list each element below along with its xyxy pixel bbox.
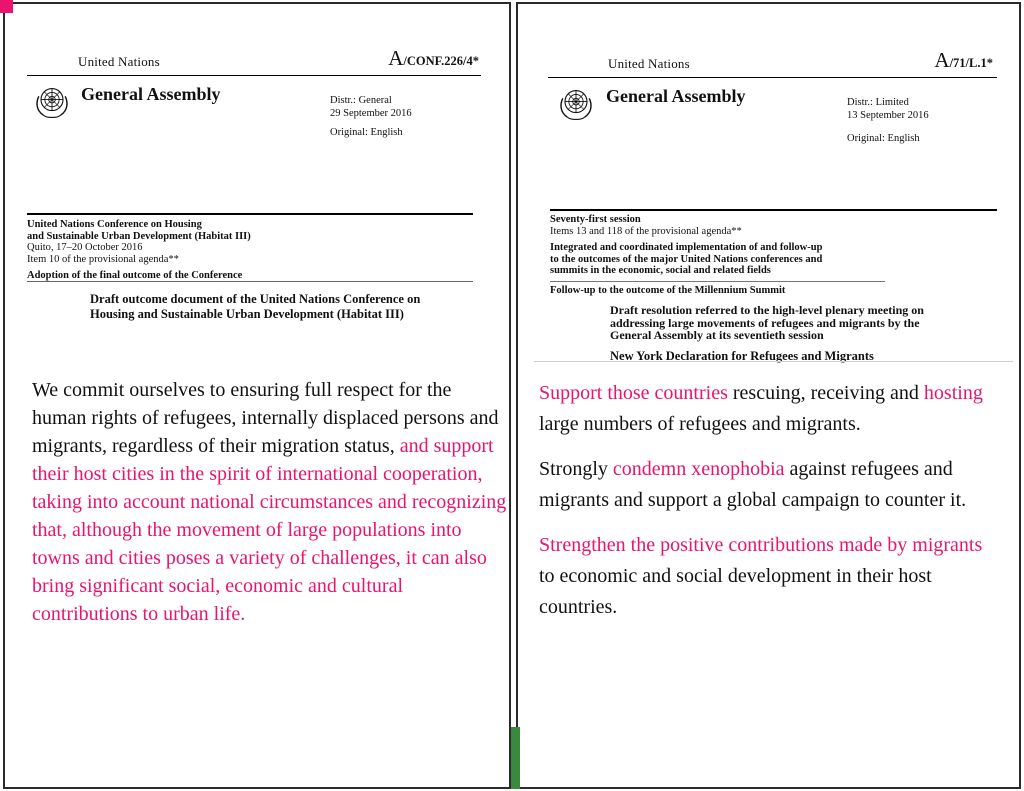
distr-original: Original: English [847,133,920,144]
assembly-title: General Assembly [606,86,746,106]
symbol-rest: /CONF.226/4* [403,54,479,68]
symbol-prefix: A [934,48,950,72]
agenda-line: Integrated and coordinated implementation of and follow-up [550,242,823,253]
document-title-line: Draft resolution referred to the high-level plenary meeting on [610,303,924,317]
session-line: Seventy-first session [550,214,641,225]
divider [550,281,885,282]
body-segment: condemn xenophobia [612,458,785,480]
session-info [27,219,367,282]
un-emblem-icon [30,82,74,131]
body-paragraph [539,454,1002,516]
green-divider-mark [511,727,520,789]
divider [27,75,481,76]
right-body-text [539,378,1002,637]
document-symbol [388,46,479,71]
body-paragraph [539,378,1002,440]
distr-line: Distr.: General [330,95,392,106]
followup-line: Follow-up to the outcome of the Millennium Summit [550,284,786,296]
body-segment: and support their host cities in the spirit of international cooperation, taking into account national circumstances and recognizing that, although the movement of large populations into towns and cities poses a variety of challenges, it can also bring significant social, economic and cultural contributions to urban life. [32,435,507,625]
body-segment: Strongly [539,458,613,480]
body-segment: rescuing, receiving and [727,382,924,404]
document-title [90,292,420,322]
left-document-panel [3,2,511,789]
distribution-block [847,96,929,145]
body-segment: large numbers of refugees and migrants. [539,413,861,435]
session-line: Items 13 and 118 of the provisional agenda** [550,225,742,237]
session-info [550,214,885,296]
session-line: Quito, 17–20 October 2016 [27,242,143,253]
agenda-line: summits in the economic, social and related fields [550,265,771,276]
document-symbol [934,48,993,73]
document-title-line: Housing and Sustainable Urban Development (Habitat III) [90,307,404,321]
body-segment: We commit ourselves to ensuring full respect for the human rights of refugees, internally displaced persons and migrants, regardless of their migration status, [32,379,499,457]
distr-date: 13 September 2016 [847,110,929,121]
un-emblem-icon [554,84,598,133]
divider [27,213,473,215]
distribution-block [330,94,412,139]
symbol-prefix: A [388,46,404,70]
org-name: United Nations [78,54,160,69]
body-segment: hosting [923,382,983,404]
pink-corner-mark [0,0,13,13]
body-paragraph [539,530,1002,623]
agenda-line: to the outcomes of the major United Nations conferences and [550,253,823,265]
left-body-text [32,376,510,642]
right-document-panel [516,2,1021,789]
declaration-title: New York Declaration for Refugees and Migrants [610,349,874,363]
divider [548,77,997,78]
assembly-title: General Assembly [81,84,221,104]
body-segment: Strengthen the positive contributions made by migrants [539,534,983,556]
distr-date: 29 September 2016 [330,108,412,119]
divider [550,209,997,211]
session-line: United Nations Conference on Housing [27,219,202,230]
document-title [610,304,924,342]
session-line: and Sustainable Urban Development (Habitat III) [27,230,251,242]
document-title-line: General Assembly at its seventieth session [610,328,824,342]
body-paragraph [32,376,510,628]
body-segment: against refugees and migrants and support a global campaign to counter it. [539,458,967,511]
divider [534,361,1013,362]
session-line: Item 10 of the provisional agenda** [27,253,179,265]
session-line: Adoption of the final outcome of the Conference [27,270,243,281]
divider [27,281,473,282]
document-title-line: addressing large movements of refugees and migrants by the [610,315,920,330]
org-name: United Nations [608,56,690,71]
document-title-line: Draft outcome document of the United Nations Conference on [90,292,421,306]
distr-line: Distr.: Limited [847,97,909,108]
distr-original: Original: English [330,127,403,138]
body-segment: Support those countries [539,382,728,404]
body-segment: to economic and social development in their host countries. [539,565,932,618]
symbol-rest: /71/L.1* [949,56,993,70]
